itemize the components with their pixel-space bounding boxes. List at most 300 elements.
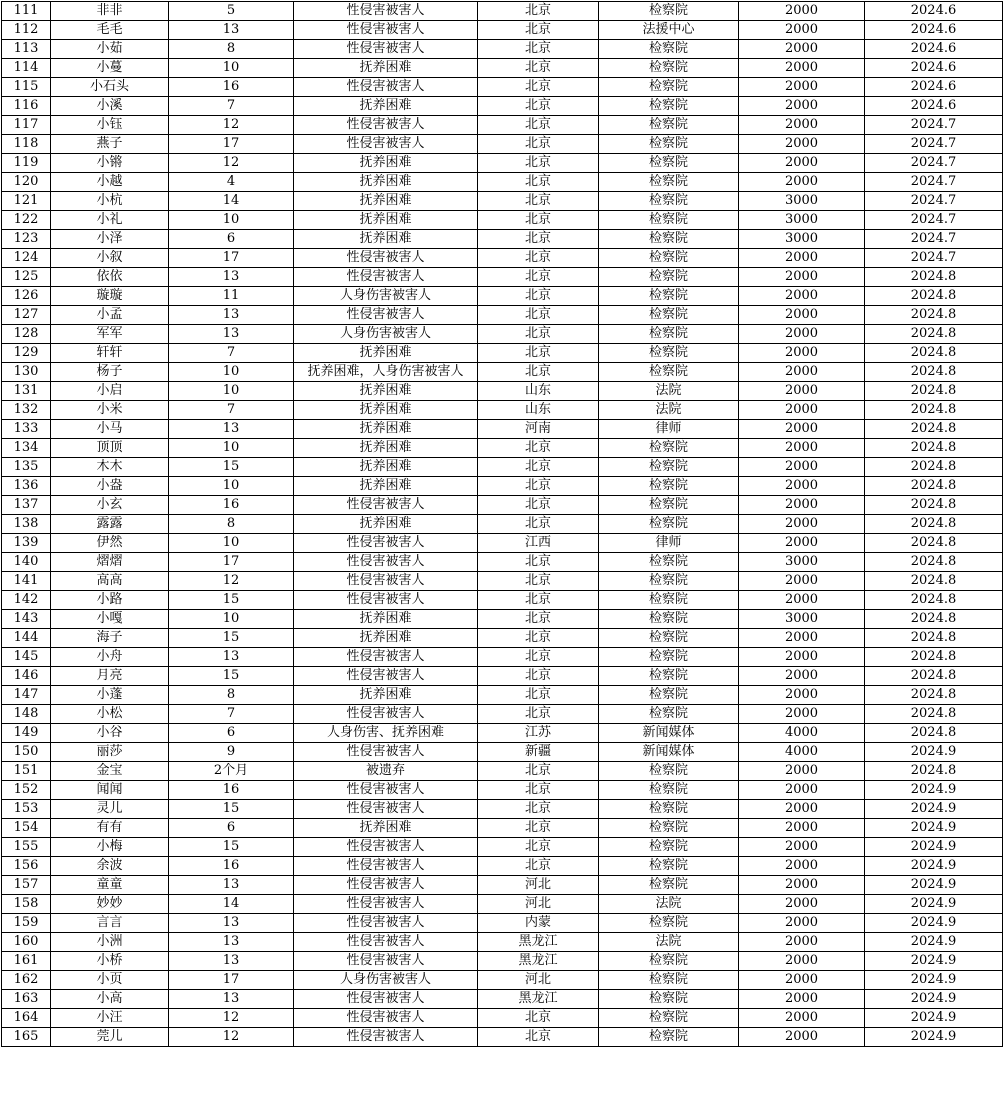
cell-name: 月亮 [51, 667, 169, 686]
cell-source: 检察院 [599, 648, 739, 667]
cell-category: 性侵害被害人 [294, 667, 478, 686]
cell-number: 164 [2, 1009, 51, 1028]
cell-age: 17 [169, 135, 294, 154]
table-row [2, 477, 1003, 496]
cell-category: 抚养困难 [294, 629, 478, 648]
cell-number: 111 [2, 2, 51, 21]
cell-region: 北京 [478, 40, 599, 59]
cell-category: 性侵害被害人 [294, 40, 478, 59]
cell-age: 4 [169, 173, 294, 192]
cell-date: 2024.8 [865, 648, 1003, 667]
cell-amount: 2000 [739, 819, 865, 838]
cell-region: 北京 [478, 781, 599, 800]
cell-region: 北京 [478, 306, 599, 325]
cell-name: 小舟 [51, 648, 169, 667]
cell-date: 2024.8 [865, 553, 1003, 572]
cell-name: 小页 [51, 971, 169, 990]
cell-category: 性侵害被害人 [294, 21, 478, 40]
cell-date: 2024.6 [865, 2, 1003, 21]
cell-amount: 2000 [739, 591, 865, 610]
cell-category: 抚养困难 [294, 610, 478, 629]
cell-name: 小茹 [51, 40, 169, 59]
cell-source: 检察院 [599, 857, 739, 876]
cell-name: 闻闻 [51, 781, 169, 800]
cell-number: 162 [2, 971, 51, 990]
cell-source: 法院 [599, 382, 739, 401]
cell-name: 小马 [51, 420, 169, 439]
cell-age: 10 [169, 382, 294, 401]
table-row [2, 724, 1003, 743]
cell-category: 抚养困难 [294, 819, 478, 838]
cell-number: 124 [2, 249, 51, 268]
cell-region: 北京 [478, 363, 599, 382]
cell-number: 133 [2, 420, 51, 439]
cell-amount: 2000 [739, 40, 865, 59]
cell-region: 北京 [478, 344, 599, 363]
cell-category: 性侵害被害人 [294, 876, 478, 895]
cell-amount: 2000 [739, 306, 865, 325]
cell-region: 北京 [478, 268, 599, 287]
cell-name: 顶顶 [51, 439, 169, 458]
cell-number: 156 [2, 857, 51, 876]
table-row [2, 895, 1003, 914]
cell-name: 小锵 [51, 154, 169, 173]
cell-category: 性侵害被害人 [294, 990, 478, 1009]
cell-age: 13 [169, 952, 294, 971]
cell-date: 2024.8 [865, 591, 1003, 610]
cell-source: 检察院 [599, 78, 739, 97]
cell-source: 检察院 [599, 838, 739, 857]
cell-number: 132 [2, 401, 51, 420]
table-row [2, 420, 1003, 439]
cell-category: 抚养困难 [294, 192, 478, 211]
table-row [2, 971, 1003, 990]
cell-date: 2024.7 [865, 135, 1003, 154]
cell-category: 抚养困难 [294, 439, 478, 458]
cell-name: 燕子 [51, 135, 169, 154]
cell-amount: 2000 [739, 990, 865, 1009]
cell-source: 检察院 [599, 667, 739, 686]
cell-date: 2024.6 [865, 78, 1003, 97]
cell-age: 12 [169, 154, 294, 173]
cell-age: 13 [169, 933, 294, 952]
table-row [2, 743, 1003, 762]
cell-number: 157 [2, 876, 51, 895]
cell-date: 2024.8 [865, 458, 1003, 477]
cell-name: 小叙 [51, 249, 169, 268]
cell-name: 金宝 [51, 762, 169, 781]
table-row [2, 857, 1003, 876]
cell-category: 抚养困难 [294, 458, 478, 477]
cell-amount: 2000 [739, 97, 865, 116]
cell-age: 2个月 [169, 762, 294, 781]
table-row [2, 610, 1003, 629]
cell-name: 木木 [51, 458, 169, 477]
cell-source: 检察院 [599, 1028, 739, 1047]
cell-date: 2024.8 [865, 534, 1003, 553]
cell-region: 北京 [478, 591, 599, 610]
cell-amount: 2000 [739, 515, 865, 534]
cell-amount: 2000 [739, 135, 865, 154]
cell-name: 小蓬 [51, 686, 169, 705]
cell-category: 被遗弃 [294, 762, 478, 781]
cell-source: 法院 [599, 933, 739, 952]
table-row [2, 306, 1003, 325]
cell-amount: 4000 [739, 743, 865, 762]
cell-amount: 2000 [739, 154, 865, 173]
cell-category: 性侵害被害人 [294, 306, 478, 325]
cell-source: 检察院 [599, 306, 739, 325]
cell-category: 性侵害被害人 [294, 268, 478, 287]
cell-amount: 2000 [739, 629, 865, 648]
cell-category: 抚养困难 [294, 401, 478, 420]
cell-category: 抚养困难 [294, 686, 478, 705]
table-row [2, 382, 1003, 401]
cell-date: 2024.8 [865, 439, 1003, 458]
cell-source: 检察院 [599, 40, 739, 59]
cell-number: 115 [2, 78, 51, 97]
cell-number: 153 [2, 800, 51, 819]
cell-source: 检察院 [599, 192, 739, 211]
cell-category: 抚养困难，人身伤害被害人 [294, 363, 478, 382]
cell-amount: 2000 [739, 249, 865, 268]
cell-source: 检察院 [599, 990, 739, 1009]
cell-age: 13 [169, 420, 294, 439]
cell-number: 130 [2, 363, 51, 382]
cell-age: 8 [169, 40, 294, 59]
cell-name: 小嘎 [51, 610, 169, 629]
cell-date: 2024.6 [865, 97, 1003, 116]
cell-number: 141 [2, 572, 51, 591]
cell-number: 129 [2, 344, 51, 363]
cell-date: 2024.8 [865, 705, 1003, 724]
cell-date: 2024.8 [865, 268, 1003, 287]
cell-amount: 2000 [739, 572, 865, 591]
cell-amount: 3000 [739, 211, 865, 230]
cell-number: 155 [2, 838, 51, 857]
cell-number: 154 [2, 819, 51, 838]
cell-age: 10 [169, 59, 294, 78]
cell-number: 161 [2, 952, 51, 971]
cell-date: 2024.9 [865, 914, 1003, 933]
cell-date: 2024.7 [865, 154, 1003, 173]
cell-source: 检察院 [599, 1009, 739, 1028]
table-row [2, 952, 1003, 971]
cell-category: 性侵害被害人 [294, 838, 478, 857]
cell-category: 性侵害被害人 [294, 249, 478, 268]
cell-amount: 2000 [739, 914, 865, 933]
records-table-body [2, 2, 1003, 1047]
table-row [2, 686, 1003, 705]
cell-age: 7 [169, 705, 294, 724]
cell-source: 检察院 [599, 268, 739, 287]
cell-source: 检察院 [599, 287, 739, 306]
cell-number: 163 [2, 990, 51, 1009]
cell-age: 6 [169, 819, 294, 838]
cell-amount: 2000 [739, 344, 865, 363]
cell-number: 112 [2, 21, 51, 40]
cell-name: 小蔓 [51, 59, 169, 78]
cell-category: 性侵害被害人 [294, 534, 478, 553]
cell-age: 15 [169, 800, 294, 819]
cell-name: 军军 [51, 325, 169, 344]
cell-region: 河北 [478, 971, 599, 990]
cell-region: 北京 [478, 458, 599, 477]
cell-region: 北京 [478, 21, 599, 40]
cell-source: 检察院 [599, 2, 739, 21]
cell-age: 10 [169, 363, 294, 382]
cell-date: 2024.9 [865, 1009, 1003, 1028]
cell-region: 北京 [478, 192, 599, 211]
cell-source: 检察院 [599, 116, 739, 135]
cell-source: 检察院 [599, 952, 739, 971]
cell-date: 2024.8 [865, 515, 1003, 534]
cell-amount: 2000 [739, 933, 865, 952]
table-row [2, 819, 1003, 838]
cell-name: 小路 [51, 591, 169, 610]
cell-region: 北京 [478, 515, 599, 534]
table-row [2, 21, 1003, 40]
cell-source: 检察院 [599, 781, 739, 800]
cell-source: 检察院 [599, 876, 739, 895]
cell-region: 北京 [478, 762, 599, 781]
cell-category: 性侵害被害人 [294, 781, 478, 800]
cell-category: 性侵害被害人 [294, 553, 478, 572]
table-row [2, 173, 1003, 192]
table-row [2, 249, 1003, 268]
cell-name: 轩轩 [51, 344, 169, 363]
table-row [2, 1009, 1003, 1028]
cell-amount: 2000 [739, 173, 865, 192]
cell-date: 2024.9 [865, 876, 1003, 895]
cell-source: 检察院 [599, 173, 739, 192]
cell-age: 16 [169, 857, 294, 876]
cell-amount: 2000 [739, 800, 865, 819]
cell-region: 江西 [478, 534, 599, 553]
cell-region: 北京 [478, 230, 599, 249]
cell-age: 13 [169, 876, 294, 895]
cell-date: 2024.8 [865, 382, 1003, 401]
cell-name: 熠熠 [51, 553, 169, 572]
cell-amount: 2000 [739, 287, 865, 306]
cell-age: 12 [169, 1009, 294, 1028]
cell-amount: 2000 [739, 21, 865, 40]
cell-number: 122 [2, 211, 51, 230]
cell-name: 妙妙 [51, 895, 169, 914]
cell-region: 北京 [478, 648, 599, 667]
cell-category: 人身伤害被害人 [294, 287, 478, 306]
cell-region: 河南 [478, 420, 599, 439]
cell-amount: 2000 [739, 1028, 865, 1047]
cell-amount: 2000 [739, 59, 865, 78]
table-row [2, 762, 1003, 781]
cell-amount: 2000 [739, 534, 865, 553]
cell-name: 高高 [51, 572, 169, 591]
cell-amount: 2000 [739, 876, 865, 895]
cell-amount: 3000 [739, 230, 865, 249]
cell-age: 13 [169, 990, 294, 1009]
cell-amount: 2000 [739, 667, 865, 686]
cell-source: 检察院 [599, 800, 739, 819]
cell-age: 10 [169, 211, 294, 230]
cell-source: 检察院 [599, 686, 739, 705]
table-row [2, 876, 1003, 895]
cell-source: 检察院 [599, 762, 739, 781]
table-row [2, 401, 1003, 420]
cell-amount: 2000 [739, 439, 865, 458]
table-row [2, 40, 1003, 59]
cell-amount: 3000 [739, 553, 865, 572]
cell-region: 江苏 [478, 724, 599, 743]
cell-region: 北京 [478, 705, 599, 724]
cell-category: 性侵害被害人 [294, 78, 478, 97]
cell-age: 7 [169, 97, 294, 116]
cell-name: 小汪 [51, 1009, 169, 1028]
cell-age: 5 [169, 2, 294, 21]
cell-source: 检察院 [599, 154, 739, 173]
table-row [2, 154, 1003, 173]
table-row [2, 800, 1003, 819]
cell-source: 法院 [599, 401, 739, 420]
cell-age: 7 [169, 401, 294, 420]
cell-age: 12 [169, 116, 294, 135]
cell-name: 小梅 [51, 838, 169, 857]
cell-region: 北京 [478, 572, 599, 591]
cell-source: 新闻媒体 [599, 724, 739, 743]
cell-source: 检察院 [599, 629, 739, 648]
cell-name: 小孟 [51, 306, 169, 325]
cell-source: 检察院 [599, 553, 739, 572]
cell-date: 2024.8 [865, 287, 1003, 306]
cell-region: 北京 [478, 667, 599, 686]
cell-age: 8 [169, 686, 294, 705]
cell-date: 2024.8 [865, 401, 1003, 420]
cell-region: 北京 [478, 819, 599, 838]
cell-date: 2024.8 [865, 477, 1003, 496]
cell-source: 检察院 [599, 705, 739, 724]
table-row [2, 914, 1003, 933]
cell-category: 性侵害被害人 [294, 648, 478, 667]
cell-date: 2024.8 [865, 344, 1003, 363]
cell-category: 抚养困难 [294, 477, 478, 496]
cell-region: 北京 [478, 97, 599, 116]
cell-source: 检察院 [599, 59, 739, 78]
cell-source: 检察院 [599, 971, 739, 990]
cell-number: 117 [2, 116, 51, 135]
cell-age: 15 [169, 458, 294, 477]
cell-number: 120 [2, 173, 51, 192]
cell-number: 113 [2, 40, 51, 59]
cell-date: 2024.6 [865, 21, 1003, 40]
cell-source: 检察院 [599, 439, 739, 458]
cell-region: 山东 [478, 382, 599, 401]
records-table [1, 1, 1003, 1047]
table-row [2, 192, 1003, 211]
cell-name: 小桥 [51, 952, 169, 971]
cell-amount: 2000 [739, 2, 865, 21]
table-row [2, 990, 1003, 1009]
cell-region: 河北 [478, 876, 599, 895]
cell-category: 性侵害被害人 [294, 914, 478, 933]
cell-date: 2024.9 [865, 857, 1003, 876]
cell-amount: 2000 [739, 952, 865, 971]
cell-region: 北京 [478, 325, 599, 344]
cell-region: 北京 [478, 838, 599, 857]
cell-number: 158 [2, 895, 51, 914]
table-row [2, 629, 1003, 648]
cell-age: 6 [169, 724, 294, 743]
table-row [2, 268, 1003, 287]
table-row [2, 458, 1003, 477]
cell-date: 2024.9 [865, 971, 1003, 990]
table-row [2, 1028, 1003, 1047]
cell-source: 律师 [599, 420, 739, 439]
cell-category: 抚养困难 [294, 97, 478, 116]
cell-age: 13 [169, 648, 294, 667]
cell-region: 北京 [478, 78, 599, 97]
cell-number: 118 [2, 135, 51, 154]
cell-age: 14 [169, 895, 294, 914]
cell-date: 2024.9 [865, 933, 1003, 952]
table-row [2, 439, 1003, 458]
cell-category: 性侵害被害人 [294, 591, 478, 610]
cell-age: 16 [169, 781, 294, 800]
cell-amount: 3000 [739, 610, 865, 629]
cell-date: 2024.7 [865, 249, 1003, 268]
cell-category: 抚养困难 [294, 230, 478, 249]
table-row [2, 97, 1003, 116]
cell-source: 检察院 [599, 477, 739, 496]
cell-name: 小泽 [51, 230, 169, 249]
cell-date: 2024.9 [865, 743, 1003, 762]
cell-category: 性侵害被害人 [294, 1028, 478, 1047]
cell-name: 童童 [51, 876, 169, 895]
cell-source: 检察院 [599, 363, 739, 382]
cell-name: 莞儿 [51, 1028, 169, 1047]
cell-age: 15 [169, 591, 294, 610]
cell-category: 性侵害被害人 [294, 1009, 478, 1028]
cell-age: 13 [169, 325, 294, 344]
cell-region: 北京 [478, 173, 599, 192]
cell-age: 10 [169, 534, 294, 553]
cell-source: 法院 [599, 895, 739, 914]
cell-age: 10 [169, 477, 294, 496]
cell-region: 北京 [478, 1028, 599, 1047]
cell-region: 北京 [478, 553, 599, 572]
table-row [2, 515, 1003, 534]
cell-date: 2024.8 [865, 686, 1003, 705]
cell-number: 147 [2, 686, 51, 705]
cell-date: 2024.9 [865, 838, 1003, 857]
cell-amount: 3000 [739, 192, 865, 211]
table-row [2, 135, 1003, 154]
cell-date: 2024.7 [865, 173, 1003, 192]
cell-name: 小溪 [51, 97, 169, 116]
cell-category: 性侵害被害人 [294, 800, 478, 819]
cell-amount: 2000 [739, 458, 865, 477]
cell-source: 检察院 [599, 591, 739, 610]
cell-number: 159 [2, 914, 51, 933]
cell-name: 小谷 [51, 724, 169, 743]
table-row [2, 363, 1003, 382]
cell-region: 北京 [478, 800, 599, 819]
cell-category: 性侵害被害人 [294, 496, 478, 515]
cell-name: 露露 [51, 515, 169, 534]
cell-age: 17 [169, 971, 294, 990]
cell-region: 山东 [478, 401, 599, 420]
cell-age: 12 [169, 572, 294, 591]
cell-date: 2024.8 [865, 420, 1003, 439]
